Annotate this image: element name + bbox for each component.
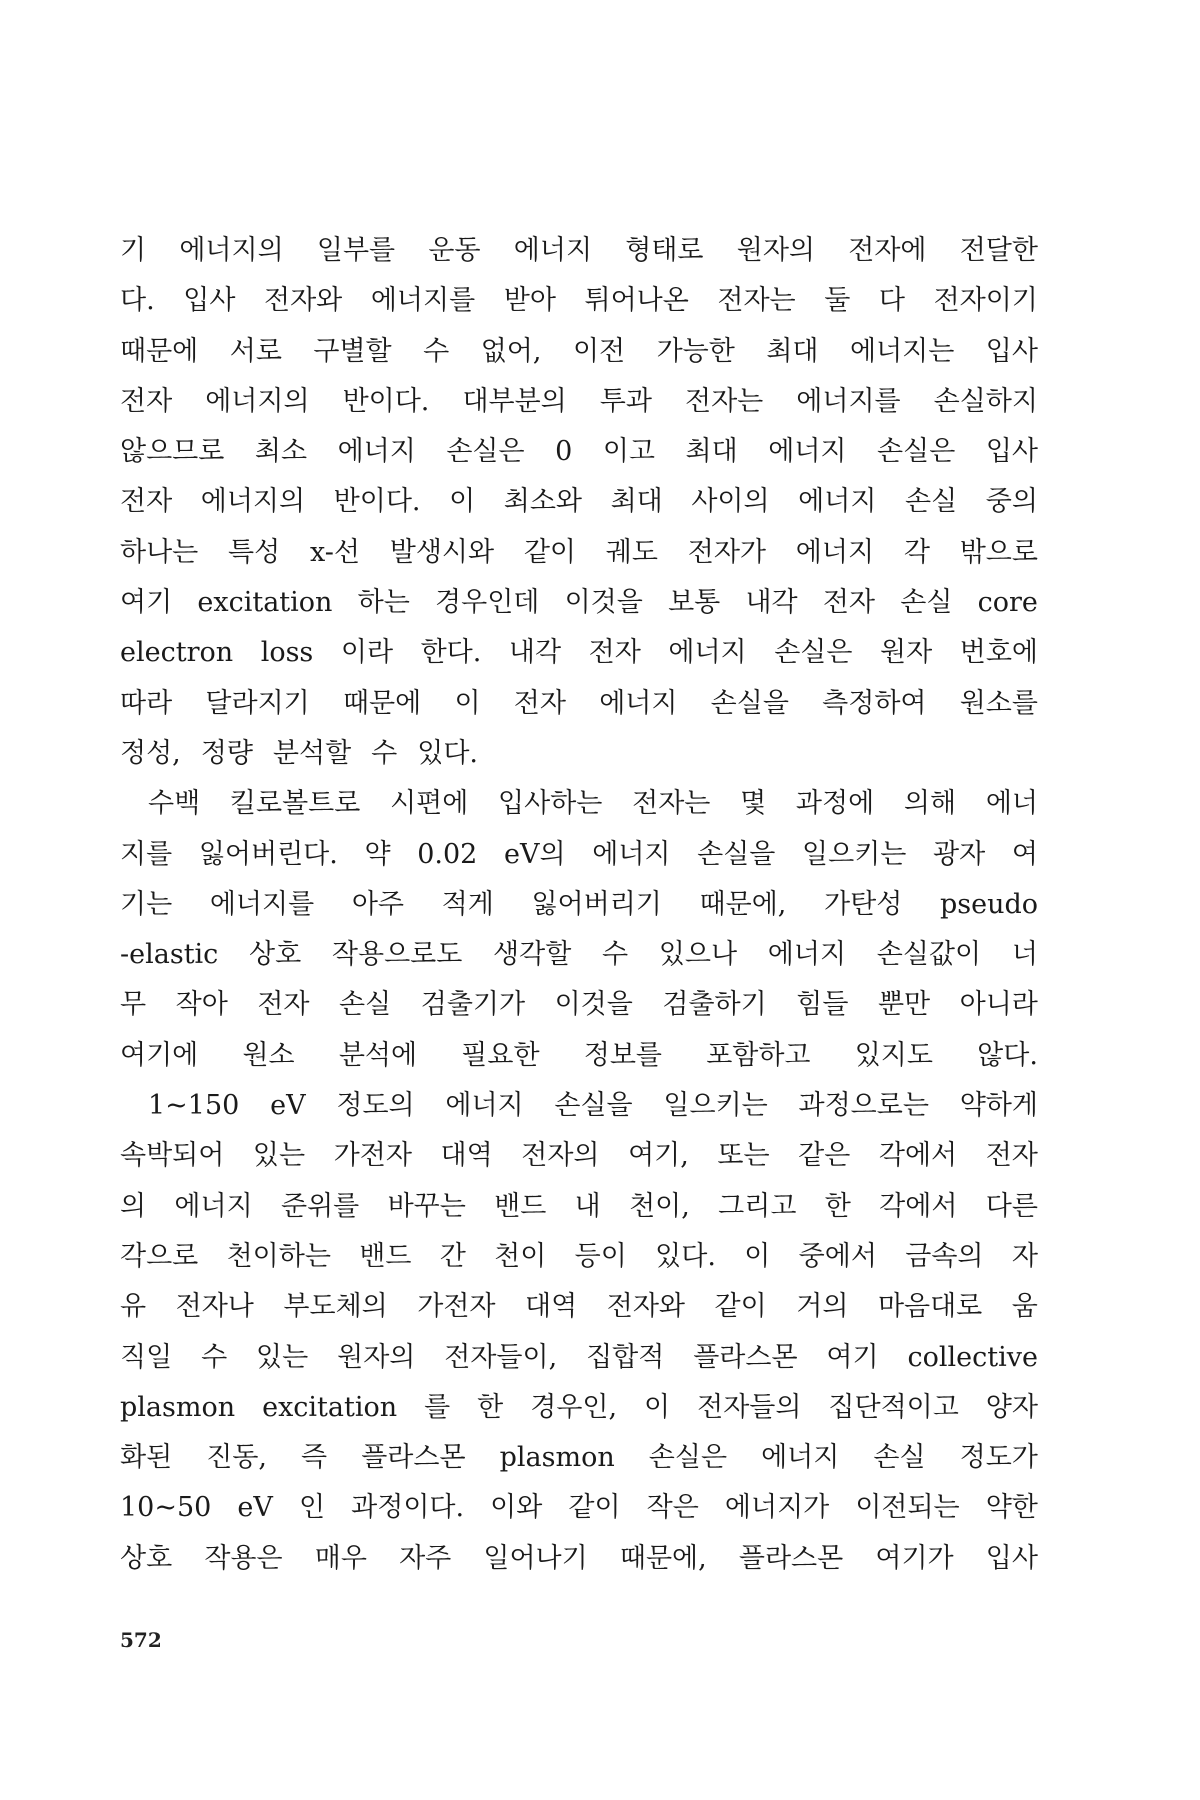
text-line: 화된 진동, 즉 플라스몬 plasmon 손실은 에너지 손실 정도가 <box>120 1442 1038 1474</box>
text-line: 상호 작용은 매우 자주 일어나기 때문에, 플라스몬 여기가 입사 <box>120 1542 1038 1574</box>
text-line: 여기 excitation 하는 경우인데 이것을 보통 내각 전자 손실 core <box>120 587 1038 619</box>
text-line: 의 에너지 준위를 바꾸는 밴드 내 천이, 그리고 한 각에서 다른 <box>120 1190 1038 1222</box>
text-line: 정성, 정량 분석할 수 있다. <box>120 737 479 769</box>
text-line: 유 전자나 부도체의 가전자 대역 전자와 같이 거의 마음대로 움 <box>120 1291 1038 1323</box>
text-line: 전자 에너지의 반이다. 대부분의 투과 전자는 에너지를 손실하지 <box>120 385 1038 417</box>
text-line: 각으로 천이하는 밴드 간 천이 등이 있다. 이 중에서 금속의 자 <box>120 1240 1038 1272</box>
text-line: 1~150 eV 정도의 에너지 손실을 일으키는 과정으로는 약하게 <box>148 1090 1038 1122</box>
text-line: 속박되어 있는 가전자 대역 전자의 여기, 또는 같은 각에서 전자 <box>120 1140 1038 1172</box>
text-line: 수백 킬로볼트로 시편에 입사하는 전자는 몇 과정에 의해 에너 <box>148 788 1038 820</box>
text-line: electron loss 이라 한다. 내각 전자 에너지 손실은 원자 번호에 <box>120 637 1038 669</box>
text-line: 전자 에너지의 반이다. 이 최소와 최대 사이의 에너지 손실 중의 <box>120 486 1038 518</box>
text-line: 않으므로 최소 에너지 손실은 0 이고 최대 에너지 손실은 입사 <box>120 436 1038 468</box>
body-text <box>120 226 1038 1584</box>
text-line: plasmon excitation 를 한 경우인, 이 전자들의 집단적이고 양자 <box>120 1391 1038 1423</box>
text-line: 때문에 서로 구별할 수 없어, 이전 가능한 최대 에너지는 입사 <box>120 335 1038 367</box>
text-line: 따라 달라지기 때문에 이 전자 에너지 손실을 측정하여 원소를 <box>120 687 1038 719</box>
text-line: -elastic 상호 작용으로도 생각할 수 있으나 에너지 손실값이 너 <box>120 939 1038 971</box>
text-line: 직일 수 있는 원자의 전자들이, 집합적 플라스몬 여기 collective <box>120 1341 1038 1373</box>
page-number: 572 <box>120 1628 162 1652</box>
text-line: 다. 입사 전자와 에너지를 받아 튀어나온 전자는 둘 다 전자이기 <box>120 285 1038 317</box>
text-line: 기 에너지의 일부를 운동 에너지 형태로 원자의 전자에 전달한 <box>120 235 1038 266</box>
text-line: 지를 잃어버린다. 약 0.02 eV의 에너지 손실을 일으키는 광자 여 <box>120 838 1038 870</box>
text-line: 기는 에너지를 아주 적게 잃어버리기 때문에, 가탄성 pseudo <box>120 888 1038 920</box>
text-line: 여기에 원소 분석에 필요한 정보를 포함하고 있지도 않다. <box>120 1039 1038 1071</box>
text-line: 10~50 eV 인 과정이다. 이와 같이 작은 에너지가 이전되는 약한 <box>120 1492 1038 1524</box>
text-line: 하나는 특성 x-선 발생시와 같이 궤도 전자가 에너지 각 밖으로 <box>120 536 1038 568</box>
text-line: 무 작아 전자 손실 검출기가 이것을 검출하기 힘들 뿐만 아니라 <box>120 989 1038 1021</box>
